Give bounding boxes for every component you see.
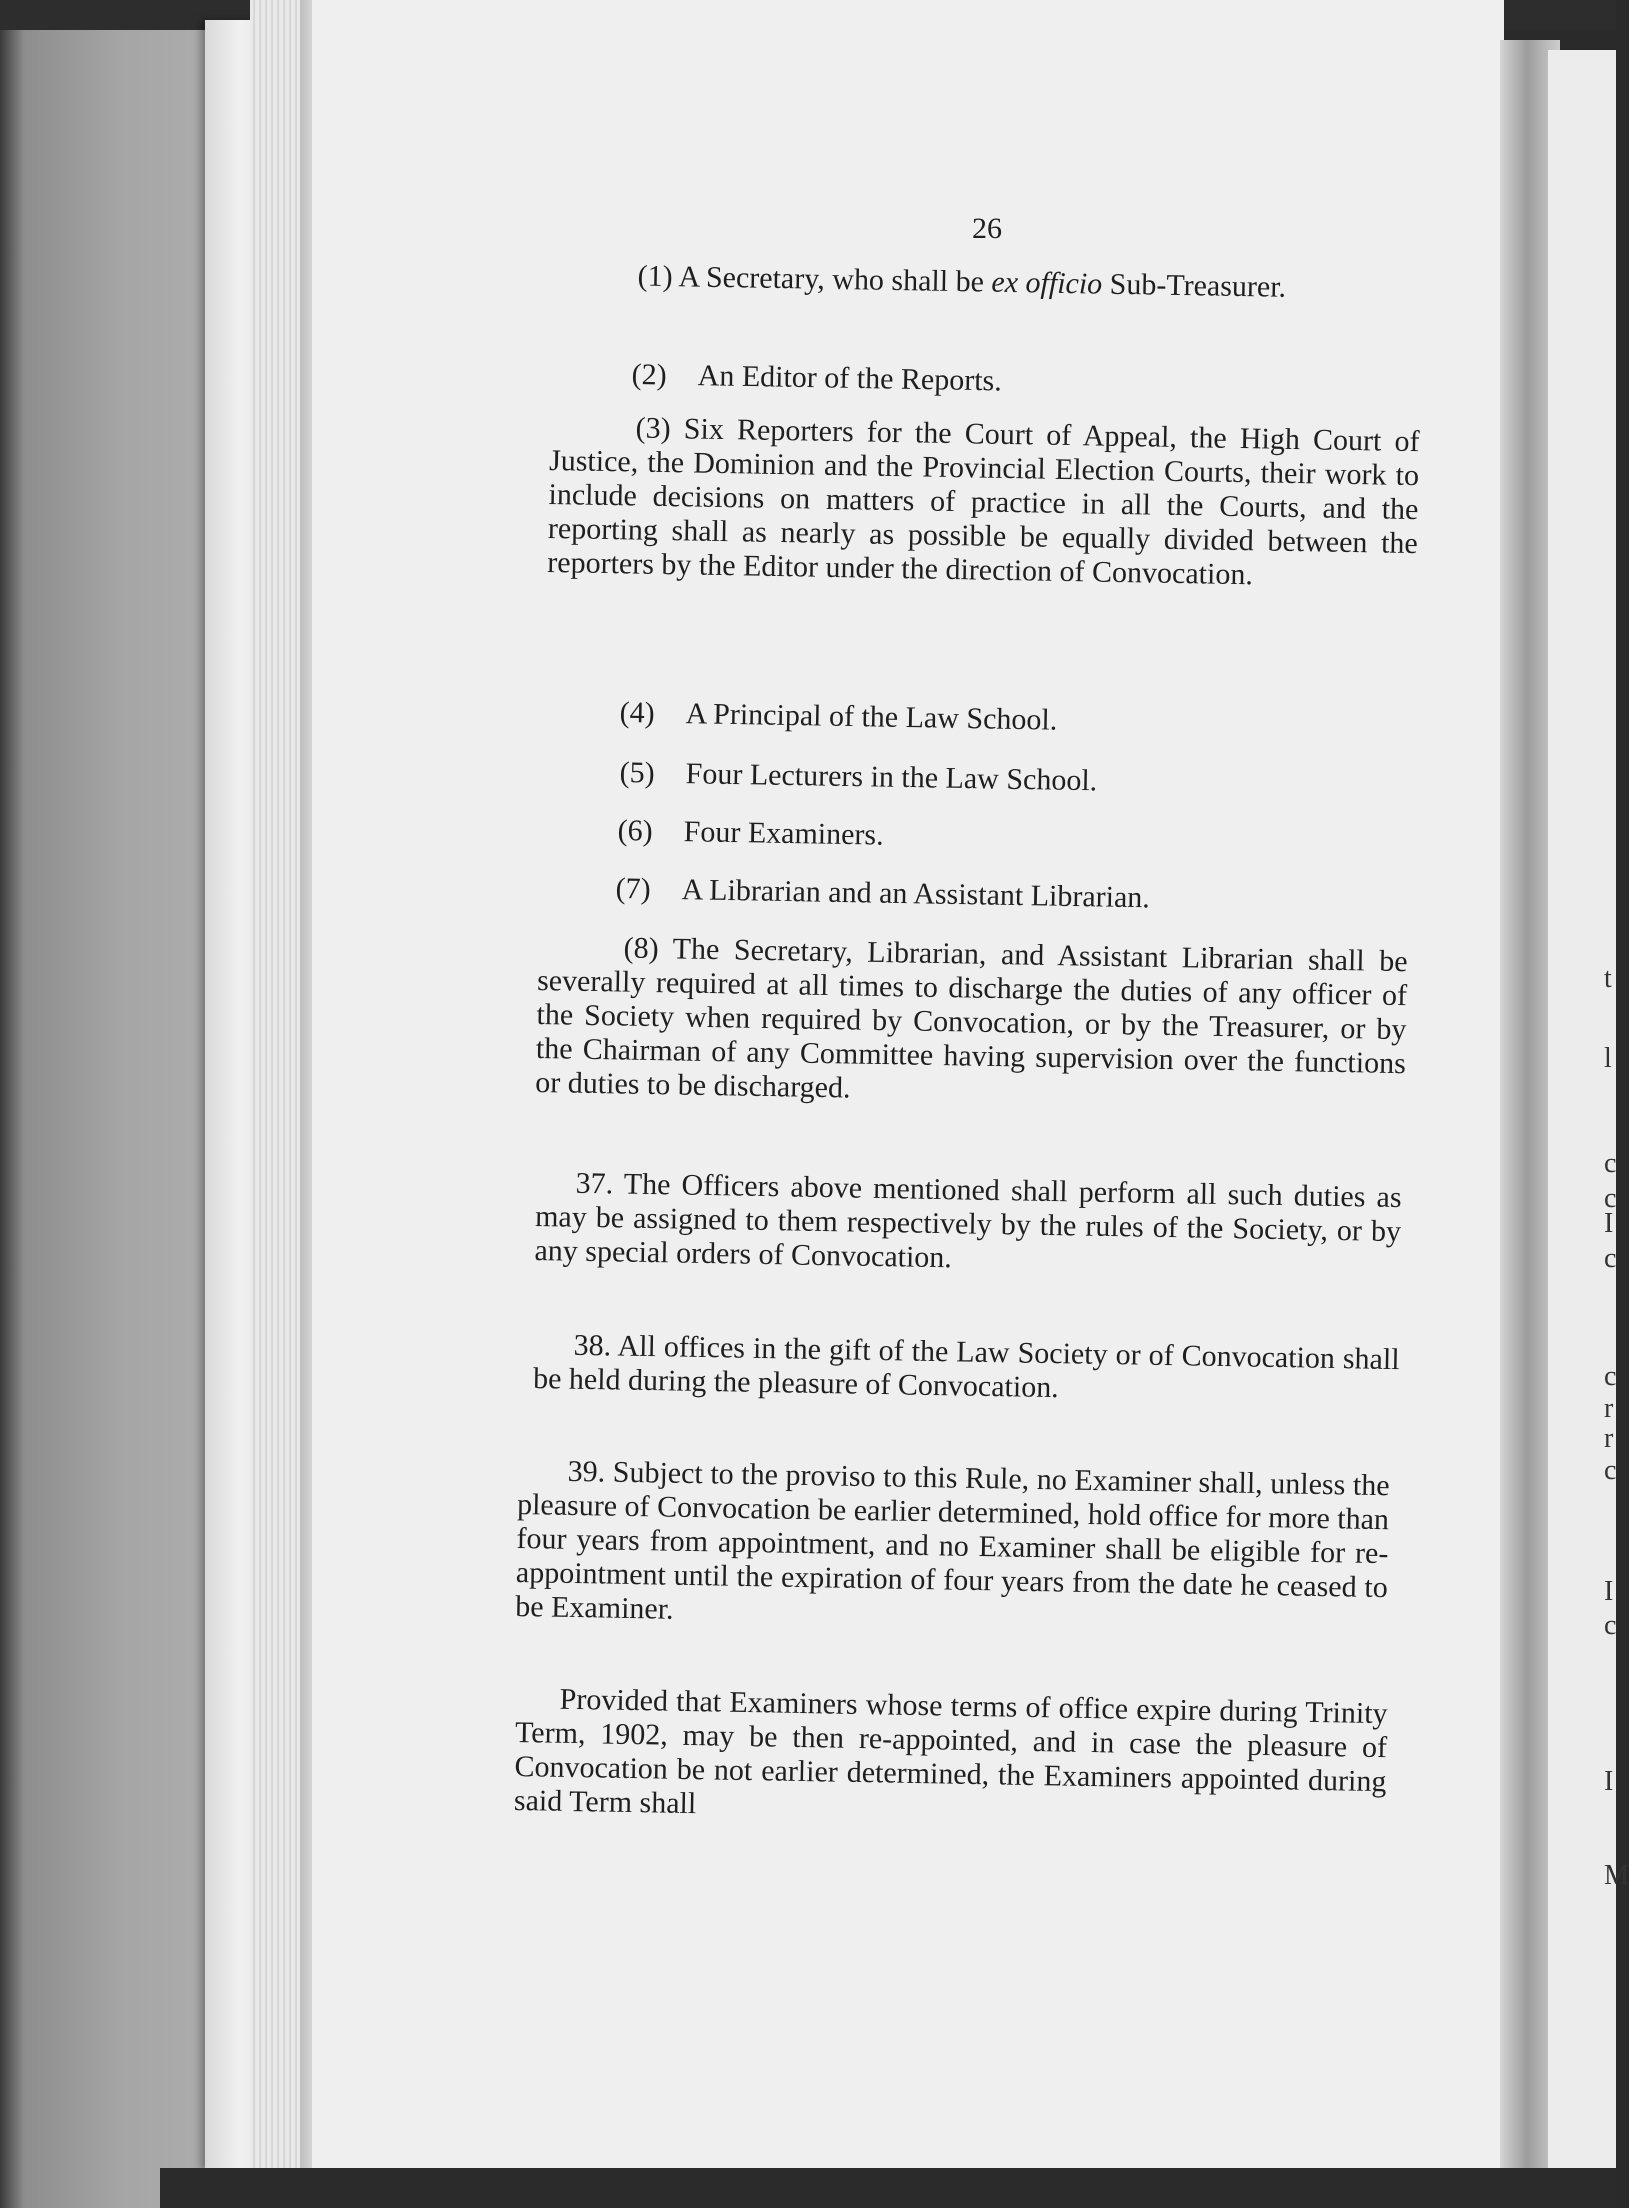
edge-letter: c <box>1604 1455 1617 1486</box>
rule-37 <box>534 1166 1402 1283</box>
item-text: Four Examiners. <box>683 815 884 852</box>
item-number: (2) <box>631 358 667 392</box>
edge-letter: I <box>1604 1576 1614 1607</box>
paragraph-3 <box>547 410 1420 595</box>
rule-38 <box>533 1328 1400 1411</box>
item-text: A Librarian and an Assistant Librarian. <box>681 873 1151 915</box>
list-item-2 <box>631 358 1002 398</box>
paragraph-1 <box>551 258 1427 307</box>
item-number: (4) <box>619 696 655 730</box>
paragraph-1-text-a: (1) A Secretary, who shall be <box>637 259 992 299</box>
paragraph-8-text: (8) The Secretary, Librarian, and Assistant Librarian shall be severally required at all times to discharge the duties of any officer of the Society when required by Convocation, or by the Treasurer, or by the Chairman of any Committee having supervision over the functions or duties to be discharged. <box>535 931 1408 1105</box>
edge-letter: I <box>1604 1208 1614 1239</box>
item-number: (5) <box>619 756 655 790</box>
edge-letter: M <box>1604 1860 1629 1891</box>
edge-letter: c <box>1604 1610 1617 1641</box>
page-number: 26 <box>972 212 1002 245</box>
edge-letter: c <box>1604 1361 1617 1392</box>
edge-letter: I <box>1604 1766 1614 1797</box>
rule-39-text: 39. Subject to the proviso to this Rule, no Examiner shall, unless the pleasure of Convocation be earlier determined, hold office for more than four years from appointment, and no Examiner shall be eligible for re-appointment until the expiration of four years from the date he ceased to be Examiner. <box>515 1454 1390 1626</box>
rule-37-text: 37. The Officers above mentioned shall perform all such duties as may be assigned to them respectively by the rules of the Society, or by any special orders of Convocation. <box>534 1166 1402 1275</box>
edge-letter: r <box>1604 1393 1614 1424</box>
proviso-text: Provided that Examiners whose terms of office expire during Trinity Term, 1902, may be then re-appointed, and in case the pleasure of Convocation be not earlier determined, the Examiners appointed during said Term shall <box>513 1682 1388 1821</box>
rule-39 <box>515 1454 1390 1639</box>
paragraph-3-text: (3) Six Reporters for the Court of Appeal, the High Court of Justice, the Dominion and the Provincial Election Courts, their work to include decisions on matters of practice in all the Courts, and the reporting shall as nearly as possible be equally divided between the reporters by the Editor under the direction of Convocation. <box>547 411 1420 592</box>
item-text: A Principal of the Law School. <box>685 697 1058 737</box>
proviso-paragraph <box>514 1682 1388 1833</box>
item-text: An Editor of the Reports. <box>697 359 1003 398</box>
paragraph-1-emphasis: ex officio <box>991 265 1103 301</box>
edge-letter: l <box>1604 1043 1612 1074</box>
item-number: (6) <box>617 814 653 848</box>
edge-letter: c <box>1604 1243 1617 1274</box>
list-item-5 <box>619 756 1097 798</box>
list-item-6 <box>617 814 884 853</box>
rule-38-text: 38. All offices in the gift of the Law Society or of Convocation shall be held during the pleasure of Convocation. <box>532 1328 1400 1405</box>
edge-letter: r <box>1604 1423 1614 1454</box>
edge-letter: c <box>1604 1183 1617 1214</box>
edge-letter: t <box>1604 963 1612 994</box>
item-text: Four Lecturers in the Law School. <box>685 757 1098 798</box>
list-item-7 <box>615 872 1150 915</box>
item-number: (7) <box>615 872 651 906</box>
edge-letter: c <box>1604 1148 1617 1179</box>
paragraph-8 <box>535 930 1408 1115</box>
paragraph-1-text-b: Sub-Treasurer. <box>1101 267 1287 304</box>
list-item-4 <box>619 696 1057 738</box>
